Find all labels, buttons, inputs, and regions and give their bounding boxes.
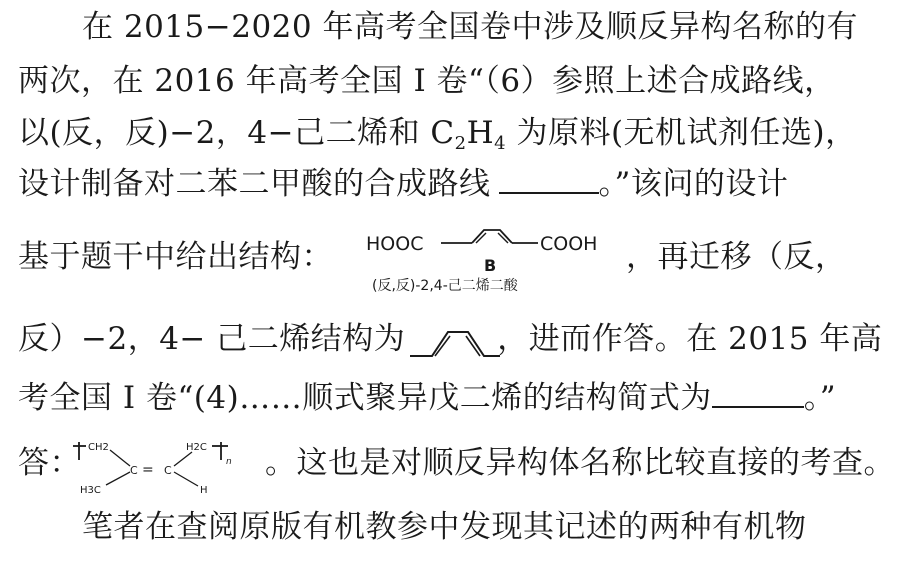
line8-post: 。这也是对顺反异构体名称比较直接的考查。 <box>265 445 895 481</box>
text-line-9: 笔者在查阅原版有机教参中发现其记述的两种有机物 <box>82 509 807 545</box>
line3-pre: 以(反，反)−2，4−己二烯和 C <box>18 115 455 151</box>
line4-pre: 设计制备对二苯二甲酸的合成路线 <box>18 166 491 202</box>
compound-b-label: B <box>484 256 497 275</box>
ch2-top-label: CH2 <box>88 442 109 453</box>
h-label: H <box>200 485 208 496</box>
text-line-4 <box>18 166 788 201</box>
bond-ch2-c <box>110 450 130 466</box>
h2c-top-label: H2C <box>186 442 207 453</box>
line5-pre: 基于题干中给出结构： <box>18 239 333 275</box>
line7-post: 。” <box>803 380 837 416</box>
text-line-3 <box>18 115 857 154</box>
c2-subscript: 2 <box>454 133 467 154</box>
text-line-2: 两次，在 2016 年高考全国 I 卷“（6）参照上述合成路线， <box>18 63 836 99</box>
structure-b-diagram <box>362 222 652 298</box>
line3-mid: H <box>466 115 495 151</box>
double-bond-label: = <box>142 462 154 478</box>
line3-post: 为原料(无机试剂任选)， <box>506 115 857 151</box>
line5-post: ，再迁移（反， <box>626 239 847 275</box>
c-right-label: C <box>164 464 172 477</box>
line6-post: ，进而作答。在 2015 年高 <box>497 321 883 357</box>
c-left-label: C <box>130 464 138 477</box>
answer-blank-2 <box>712 380 804 408</box>
text-line-1: 在 2015−2020 年高考全国卷中涉及顺反异构名称的有 <box>82 9 858 45</box>
n-subscript: n <box>226 457 232 467</box>
answer-blank <box>499 166 599 194</box>
line6-pre: 反）−2，4− 己二烯结构为 <box>18 321 406 357</box>
line8-pre: 答： <box>18 445 81 481</box>
bond-h3c-c <box>106 472 130 485</box>
skeletal-chain <box>410 332 500 356</box>
bond-c-h <box>174 472 198 486</box>
hexadiene-skeletal-diagram <box>408 328 500 358</box>
line7-pre: 考全国 I 卷“(4)……顺式聚异戊二烯的结构简式为 <box>18 380 712 416</box>
cooh-label: COOH <box>540 233 598 255</box>
hooc-label: HOOC <box>366 233 424 255</box>
bond-c-h2c <box>174 452 192 466</box>
compound-b-caption: (反,反)-2,4-己二烯二酸 <box>372 278 518 294</box>
line4-post: 。”该问的设计 <box>598 166 789 202</box>
h3c-label: H3C <box>80 485 101 496</box>
h4-subscript: 4 <box>494 133 507 154</box>
polyisoprene-diagram <box>70 436 256 496</box>
text-line-7 <box>18 380 836 415</box>
